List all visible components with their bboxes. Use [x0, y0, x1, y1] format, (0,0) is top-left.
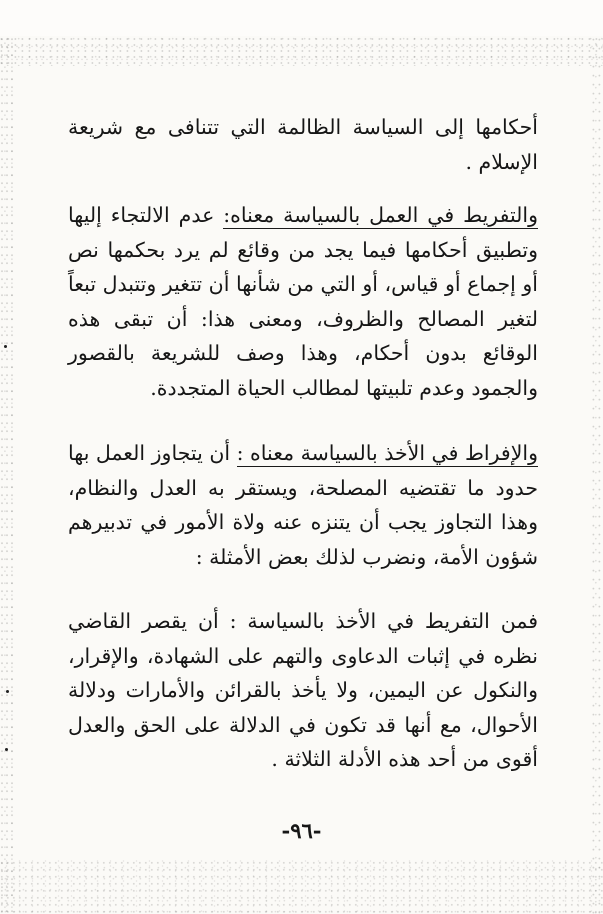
scan-noise-bottom	[0, 860, 603, 914]
scan-noise-left	[0, 36, 16, 914]
paragraph-heading: والإفراط في الأخذ بالسياسة معناه :	[236, 441, 538, 465]
scan-noise-top	[0, 36, 603, 66]
paragraph-tafrit-definition	[68, 198, 556, 405]
paragraph-text: أحكامها إلى السياسة الظالمة التي تتنافى مع شريعة الإسلام .	[68, 115, 538, 174]
paragraph-tafrit-example	[68, 604, 556, 777]
paragraph-text: فمن التفريط في الأخذ بالسياسة : أن يقصر القاضي نظره في إثبات الدعاوى والتهم على الشهادة، والإقرار، والنكول عن اليمين، ولا يأخذ بالقرائن والأمارات ودلالة الأحوال، مع أنها قد تكون في الدلالة على الحق والعدل أقوى من أحد هذه الأدلة الثلاثة .	[68, 609, 538, 771]
page-top-margin	[0, 0, 603, 36]
scan-speck	[5, 748, 8, 751]
scan-noise-right	[591, 36, 603, 914]
paragraph-text: عدم الالتجاء إليها وتطبيق أحكامها فيما يجد من وقائع لم يرد بحكمها نص أو إجماع أو قياس، أو التي من شأنها أن تتغير وتتبدل تبعاً لتغير المصالح والظروف، ومعنى هذا: أن تبقى هذه الوقائع بدون أحكام، وهذا وصف للشريعة بالقصور والجمود وعدم تلبيتها لمطالب الحياة المتجددة.	[68, 203, 538, 400]
scan-speck	[6, 690, 9, 693]
paragraph-ifrat-definition	[68, 436, 556, 574]
paragraph-heading: والتفريط في العمل بالسياسة معناه:	[223, 203, 538, 227]
paragraph-text: أن يتجاوز العمل بها حدود ما تقتضيه المصلحة، ويستقر به العدل والنظام، وهذا التجاوز يجب أن يتنزه عنه ولاة الأمور في تدبيرهم شؤون الأمة، ونضرب لذلك بعض الأمثلة :	[68, 441, 538, 569]
scan-speck	[4, 345, 7, 348]
page-number: -٩٦-	[281, 818, 322, 843]
paragraph-continuation	[68, 110, 538, 179]
